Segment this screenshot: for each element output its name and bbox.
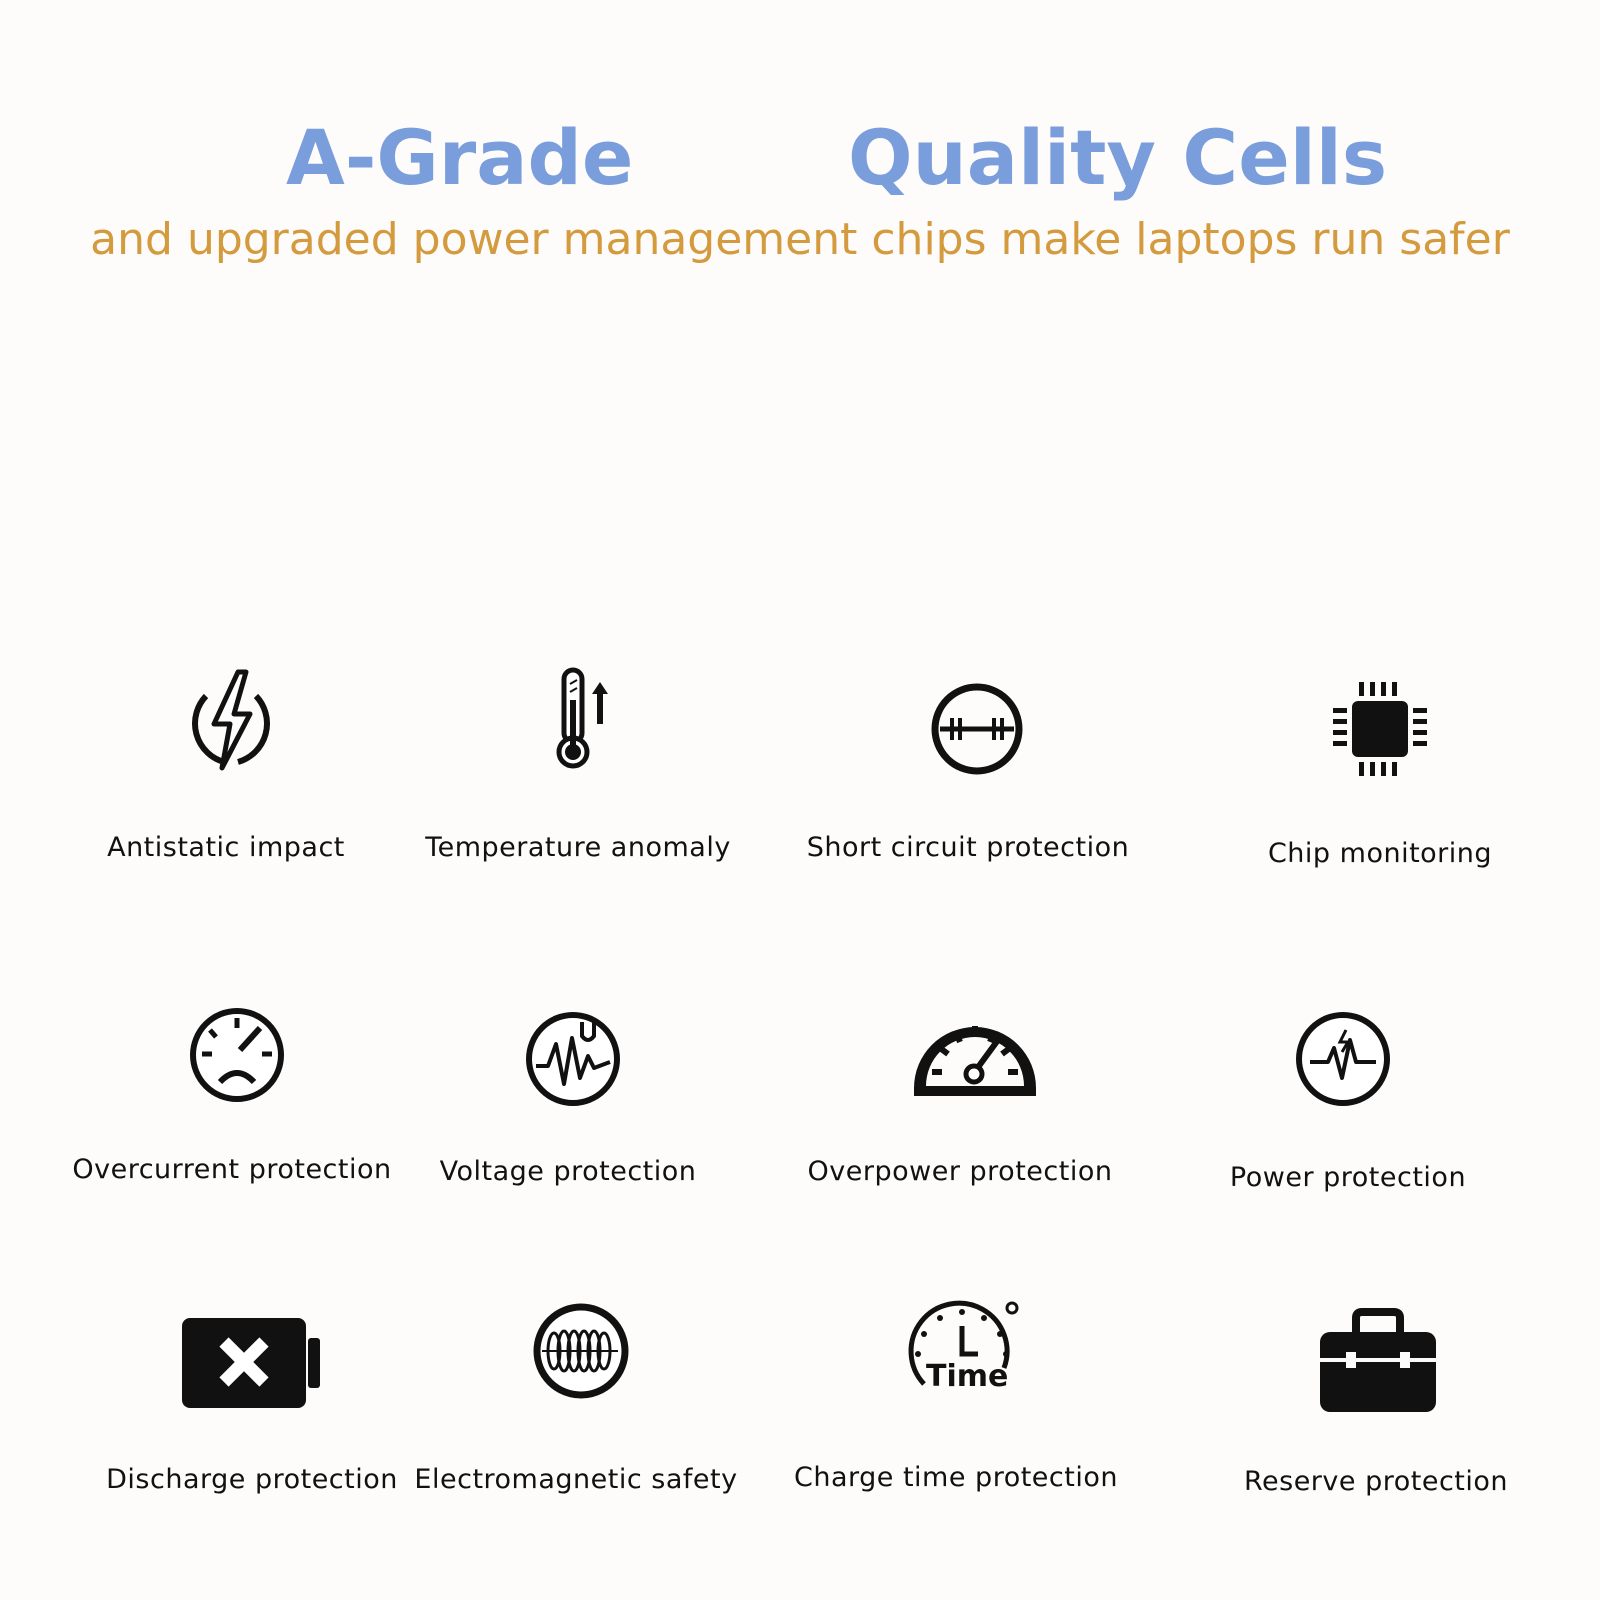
feature-label: Overcurrent protection [72, 1154, 392, 1185]
subtitle: and upgraded power management chips make laptops run safer [90, 214, 1510, 265]
feature-label: Electromagnetic safety [414, 1464, 738, 1495]
battery-x-icon [180, 1306, 330, 1416]
headline-part-2: Quality Cells [848, 113, 1388, 202]
feature-label: Overpower protection [807, 1156, 1113, 1187]
headline-part-1: A-Grade [286, 113, 634, 202]
circuit-icon [922, 674, 1032, 784]
feature-label: Chip monitoring [1267, 838, 1493, 869]
coil-icon [526, 1296, 636, 1406]
clock-time-icon [904, 1296, 1024, 1406]
feature-label: Antistatic impact [107, 832, 345, 863]
chip-icon [1325, 674, 1435, 784]
feature-label: Power protection [1229, 1162, 1467, 1193]
voltage-wave-icon [518, 1004, 628, 1114]
svg-text:Time: Time [926, 1359, 1009, 1394]
feature-label: Voltage protection [439, 1156, 697, 1187]
feature-label: Charge time protection [794, 1462, 1118, 1493]
sad-gauge-icon [182, 1000, 292, 1110]
feature-label: Temperature anomaly [425, 832, 731, 863]
feature-label: Reserve protection [1243, 1466, 1509, 1497]
toolbox-icon [1316, 1304, 1440, 1414]
thermometer-icon [530, 664, 640, 774]
feature-label: Discharge protection [106, 1464, 398, 1495]
lightning-icon [176, 668, 286, 778]
pulse-icon [1288, 1004, 1398, 1114]
feature-label: Short circuit protection [806, 832, 1130, 863]
speedometer-icon [910, 996, 1020, 1106]
